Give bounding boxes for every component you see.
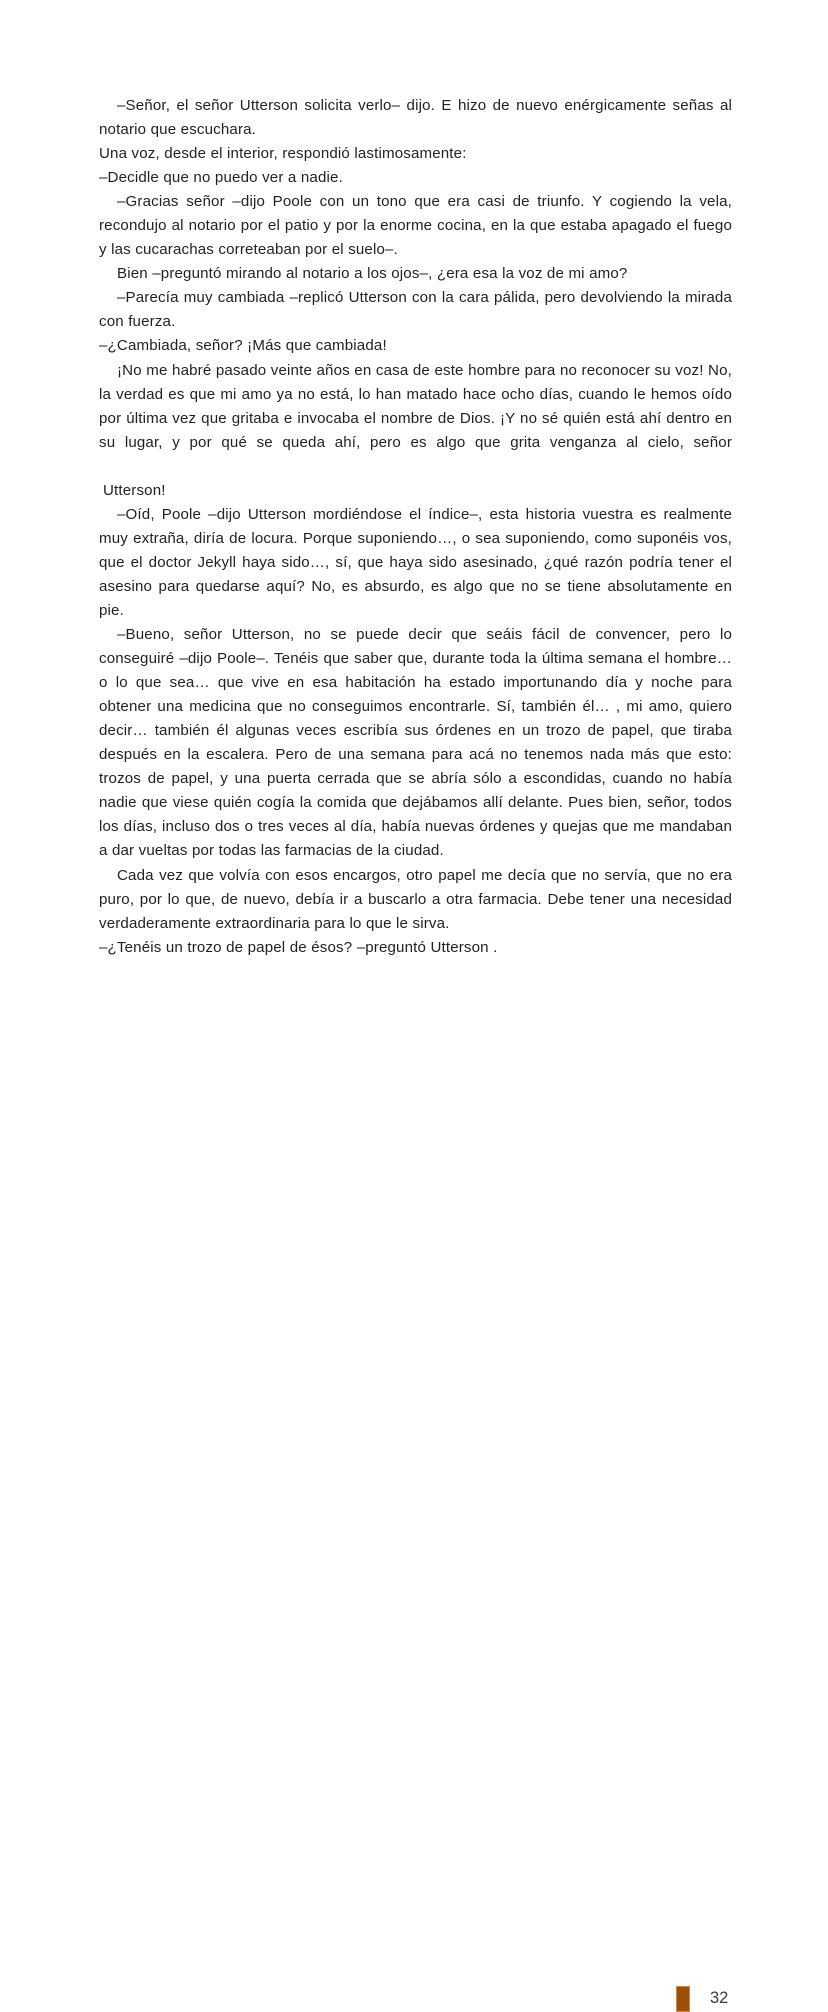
paragraph: Bien –preguntó mirando al notario a los ojos–, ¿era esa la voz de mi amo? <box>117 265 628 283</box>
paragraph: –Decidle que no puedo ver a nadie. <box>99 169 343 187</box>
paragraph: Cada vez que volvía con esos encargos, otro papel me decía que no servía, que no era puro, por lo que, de nuevo, debía ir a buscarlo a otra farmacia. Debe tener una necesidad verdaderamente extraordinaria para lo que le sirva. <box>99 866 732 932</box>
paragraph: –Bueno, señor Utterson, no se puede decir que seáis fácil de convencer, pero lo conseguiré –dijo Poole–. Tenéis que saber que, durante toda la última semana el hombre… o lo que sea… que vive en esa habitación ha estado importunando día y noche para obtener una medicina que no conseguimos encontrarle. Sí, también él… , mi amo, quiero decir… también él algunas veces escribía sus órdenes en un trozo de papel, que tiraba después en la escalera. Pero de una semana para acá no tenemos nada más que esto: trozos de papel, y una puerta cerrada que se abría sólo a escondidas, cuando no había nadie que viese quién cogía la comida que dejábamos allí delante. Pues bien, señor, todos los días, incluso dos o tres veces al día, había nuevas órdenes y quejas que me mandaban a dar vueltas por todas las farmacias de la ciudad. <box>99 626 732 860</box>
page-number: 32 <box>710 1989 729 2007</box>
page-text-body <box>99 94 732 960</box>
paragraph: –Parecía muy cambiada –replicó Utterson con la cara pálida, pero devolviendo la mirada con fuerza. <box>99 289 732 331</box>
paragraph: –Oíd, Poole –dijo Utterson mordiéndose el índice–, esta historia vuestra es realmente muy extraña, diría de locura. Porque suponiendo…, o sea suponiendo, como suponéis vos, que el doctor Jekyll haya sido…, sí, que haya sido asesinado, ¿qué razón podría tener el asesino para quedarse aquí? No, es absurdo, es algo que no se tiene absolutamente en pie. <box>99 505 732 619</box>
paragraph: –Señor, el señor Utterson solicita verlo– dijo. E hizo de nuevo enérgicamente señas al notario que escuchara. <box>99 97 732 139</box>
paragraph: –Gracias señor –dijo Poole con un tono que era casi de triunfo. Y cogiendo la vela, recondujo al notario por el patio y por la enorme cocina, en la que estaba apagado el fuego y las cucarachas correteaban por el suelo–. <box>99 193 732 259</box>
paragraph-justified-last-line: ¡No me habré pasado veinte años en casa de este hombre para no reconocer su voz! No, la verdad es que mi amo ya no está, lo han matado hace ocho días, cuando le hemos oído por última vez que gritaba e invocaba el nombre de Dios. ¡Y no sé quién está ahí dentro en su lugar, y por qué se queda ahí, pero es algo que grita venganza al cielo, señor <box>99 361 732 451</box>
page-footer <box>0 990 828 2007</box>
paragraph: –¿Tenéis un trozo de papel de ésos? –preguntó Utterson . <box>99 938 498 956</box>
paragraph-spacer <box>99 455 732 479</box>
footer-decoration-mark <box>676 1986 690 2012</box>
paragraph: –¿Cambiada, señor? ¡Más que cambiada! <box>99 337 387 355</box>
paragraph: Utterson! <box>103 481 166 499</box>
paragraph: Una voz, desde el interior, respondió lastimosamente: <box>99 145 467 163</box>
